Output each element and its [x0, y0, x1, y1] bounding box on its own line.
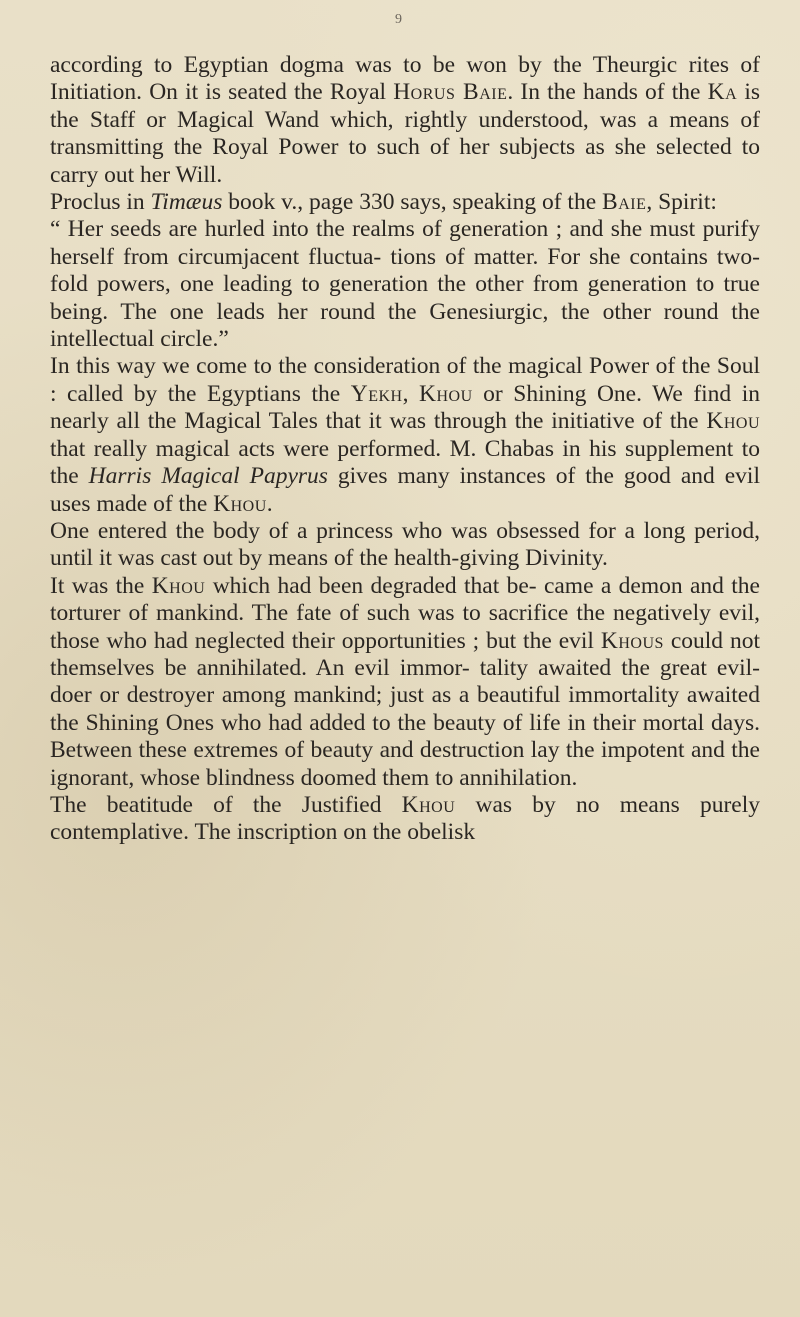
text-segment: , — [402, 380, 419, 407]
paragraph-7 — [50, 792, 760, 847]
text-segment: Horus Baie — [393, 79, 508, 106]
page-number: 9 — [395, 12, 402, 27]
text-segment: could not themselves be annihilated. An evil immor- tality awaited the great evil-doer or destroyer among mankind; just as a beautiful immortality awaited the Shining Ones who had added to the beauty of life in their mortal days. Between these extremes of beauty and destruction lay the impotent and the ignorant, whose blindness doomed them to annihilation. — [50, 627, 760, 791]
paragraph-3 — [50, 216, 760, 353]
text-segment: Timæus — [150, 189, 223, 216]
paragraph-1 — [50, 52, 760, 189]
text-segment: Khou — [419, 380, 473, 407]
text-segment: or Shining One. We find in nearly all the Magical Tales that it was through the initiative of the — [50, 380, 760, 435]
text-segment: Baie — [602, 189, 647, 216]
paragraph-6 — [50, 573, 760, 792]
text-segment: Proclus in — [50, 189, 151, 216]
text-segment: was by no means purely contemplative. The inscription on the obelisk — [50, 791, 760, 846]
body-text — [50, 52, 760, 847]
text-segment: “ Her seeds are hurled into the realms of generation ; and she must purify herself from circumjacent fluctua- tions of matter. For she contains two-fold powers, one leading to generation the other from generation to true being. The one leads her round the Genesiurgic, the other round the intellectual circle.” — [50, 216, 760, 353]
text-segment: is the Staff or Magical Wand which, rightly understood, was a means of transmitting the Royal Power to such of her subjects as she selected to carry out her Will. — [50, 79, 760, 188]
paragraph-4 — [50, 353, 760, 517]
text-segment: Harris Magical Papyrus — [88, 463, 328, 490]
text-segment: It was the — [50, 572, 152, 599]
text-segment: The beatitude of the Justified — [50, 791, 402, 818]
text-segment: gives many instances of the good and evil uses made of the — [50, 463, 760, 517]
text-segment: Yekh — [350, 380, 403, 407]
text-segment: according to Egyptian dogma was to be won by the Theurgic rites of Initiation. On it is seated the Royal — [50, 52, 760, 106]
text-segment: Khou — [401, 791, 456, 818]
text-segment: In this way we come to the consideration of the magical Power of the Soul : called by the Egyptians the — [50, 353, 760, 407]
text-segment: Khous — [600, 627, 664, 654]
text-segment: Khou — [706, 408, 760, 435]
text-segment: which had been degraded that be- came a demon and the torturer of mankind. The fate of such was to sacrifice the negatively evil, those who had neglected their opportunities ; but the evil — [50, 572, 760, 654]
text-segment: Ka — [707, 79, 738, 106]
paragraph-2 — [50, 189, 760, 216]
text-segment: One entered the body of a princess who was obsessed for a long period, until it was cast out by means of the health-giving Divinity. — [50, 517, 760, 572]
text-segment: . — [266, 490, 273, 517]
text-segment: . In the hands of the — [507, 79, 708, 106]
text-segment: book v., page 330 says, speaking of the — [222, 189, 603, 216]
text-segment: Khou — [151, 572, 206, 599]
paragraph-5 — [50, 518, 760, 573]
text-segment: that really magical acts were performed. M. Chabas in his supplement to the — [50, 435, 760, 490]
text-segment: , Spirit: — [646, 189, 717, 216]
text-segment: Khou — [213, 490, 267, 517]
